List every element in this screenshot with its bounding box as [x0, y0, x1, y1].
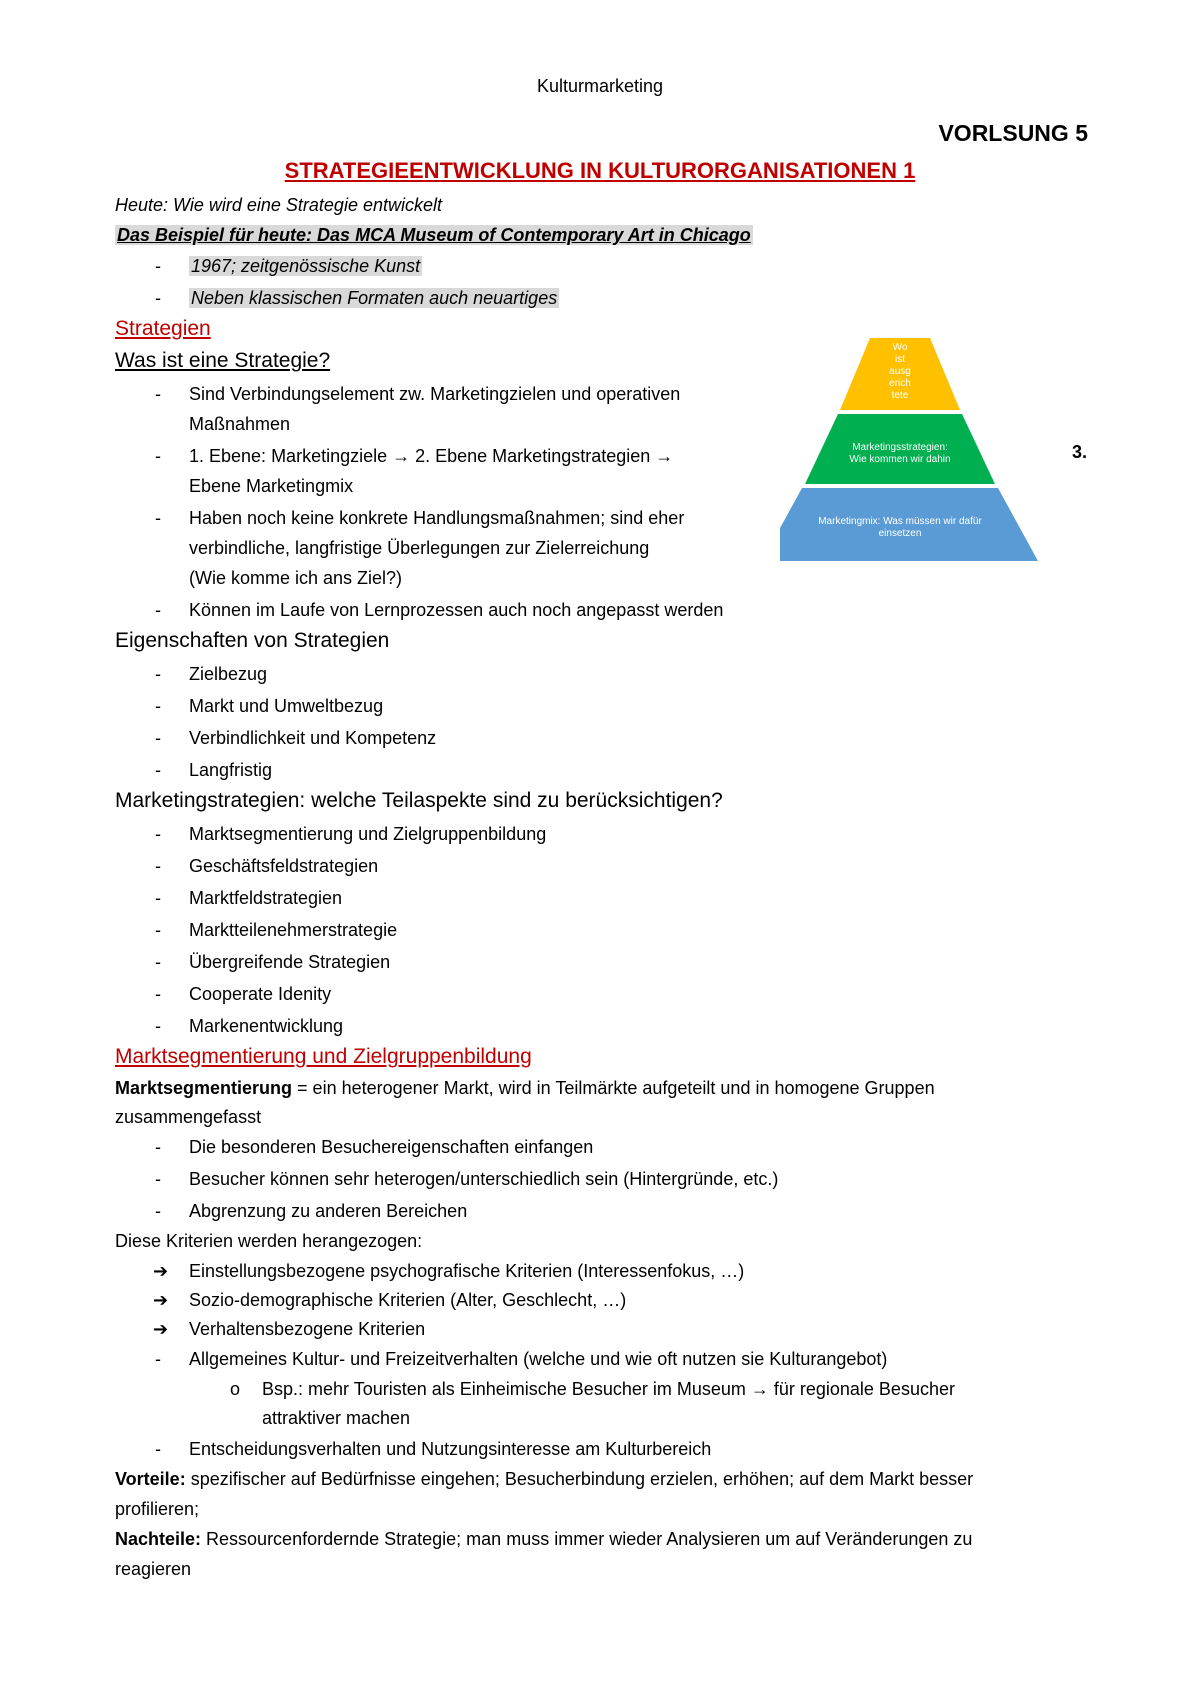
behavior-example: Bsp.: mehr Touristen als Einheimische Besucher im Museum → für regionale Besucher — [262, 1379, 955, 1399]
section-heading-segmentation: Marktsegmentierung und Zielgruppenbildung — [115, 1045, 532, 1068]
property-item: Verbindlichkeit und Kompetenz — [189, 728, 437, 748]
dash-bullet: - — [155, 952, 161, 972]
pros-line: Vorteile: spezifischer auf Bedürfnisse eingehen; Besucherbindung erzielen, erhöhen; auf dem Markt besser — [115, 1469, 974, 1489]
dash-bullet: - — [155, 760, 161, 780]
dash-bullet: - — [155, 696, 161, 716]
property-item: Langfristig — [189, 760, 273, 780]
property-item: Zielbezug — [189, 664, 268, 684]
dash-bullet: - — [155, 1349, 161, 1369]
dash-bullet: - — [155, 1201, 161, 1221]
running-header: Kulturmarketing — [536, 76, 664, 96]
dash-bullet: - — [155, 728, 161, 748]
strategy-point: Können im Laufe von Lernprozessen auch noch angepasst werden — [189, 600, 724, 620]
dash-bullet: - — [155, 288, 161, 308]
pyramid-bottom-text: Marketingmix: Was müssen wir dafür einsetzen — [818, 516, 982, 539]
dash-bullet: - — [155, 446, 161, 466]
aspect-item: Marktsegmentierung und Zielgruppenbildung — [189, 824, 547, 844]
aspect-item: Markenentwicklung — [189, 1016, 344, 1036]
arrow-icon: ➔ — [153, 1290, 169, 1310]
dash-bullet: - — [155, 1137, 161, 1157]
marketing-pyramid — [780, 338, 1050, 568]
dash-bullet: - — [155, 664, 161, 684]
decision-item: Entscheidungsverhalten und Nutzungsinteresse am Kulturbereich — [189, 1439, 712, 1459]
intro-today: Heute: Wie wird eine Strategie entwickelt — [115, 195, 442, 215]
cons-line-cont: reagieren — [115, 1559, 192, 1579]
aspect-item: Cooperate Idenity — [189, 984, 332, 1004]
arrow-icon: ➔ — [153, 1319, 169, 1339]
dash-bullet: - — [155, 920, 161, 940]
pyramid-middle-text: Marketingsstrategien: Wie kommen wir dahin — [849, 442, 951, 465]
dash-bullet: - — [155, 824, 161, 844]
segmentation-item: Die besonderen Besuchereigenschaften einfangen — [189, 1137, 594, 1157]
example-point: 1967; zeitgenössische Kunst — [191, 256, 421, 276]
strategy-point: Sind Verbindungselement zw. Marketingzielen und operativen — [189, 384, 681, 404]
strategy-point-cont: (Wie komme ich ans Ziel?) — [189, 568, 403, 588]
criteria-item: Sozio-demographische Kriterien (Alter, Geschlecht, …) — [189, 1290, 627, 1310]
segmentation-definition-cont: zusammengefasst — [115, 1107, 262, 1127]
dash-bullet: - — [155, 600, 161, 620]
dash-bullet: - — [155, 384, 161, 404]
section-heading-strategies: Strategien — [115, 317, 211, 340]
cons-line: Nachteile: Ressourcenfordernde Strategie; man muss immer wieder Analysieren um auf Veränderungen zu — [115, 1529, 973, 1549]
subheading-what-is-strategy: Was ist eine Strategie? — [115, 349, 331, 372]
dash-bullet: - — [155, 1439, 161, 1459]
intro-example-text: Das Beispiel für heute: Das MCA Museum of Contemporary Art in Chicago — [117, 225, 751, 245]
aspect-item: Geschäftsfeldstrategien — [189, 856, 379, 876]
dash-bullet: - — [155, 508, 161, 528]
segmentation-item: Besucher können sehr heterogen/unterschiedlich sein (Hintergründe, etc.) — [189, 1169, 779, 1189]
segmentation-item: Abgrenzung zu anderen Bereichen — [189, 1201, 468, 1221]
pros-line-cont: profilieren; — [115, 1499, 200, 1519]
strategy-point-cont: verbindliche, langfristige Überlegungen zur Zielerreichung — [189, 538, 650, 558]
dash-bullet: - — [155, 256, 161, 276]
criteria-item: Einstellungsbezogene psychografische Kriterien (Interessenfokus, …) — [189, 1261, 745, 1281]
dash-bullet: - — [155, 984, 161, 1004]
strategy-point-cont: Ebene Marketingmix — [189, 476, 354, 496]
strategy-point-cont: Maßnahmen — [189, 414, 291, 434]
page-title: STRATEGIEENTWICKLUNG IN KULTURORGANISATIONEN 1 — [284, 158, 916, 183]
behavior-item: Allgemeines Kultur- und Freizeitverhalten (welche und wie oft nutzen sie Kulturangebot) — [189, 1349, 888, 1369]
strategy-point: 1. Ebene: Marketingziele → 2. Ebene Marketingstrategien → — [189, 446, 674, 466]
behavior-example-cont: attraktiver machen — [262, 1408, 411, 1428]
aspect-item: Marktfeldstrategien — [189, 888, 343, 908]
dash-bullet: - — [155, 856, 161, 876]
pyramid-top-text: Wo ist ausg erich tete — [889, 342, 911, 401]
sub-bullet: o — [230, 1379, 241, 1399]
aspect-item: Übergreifende Strategien — [189, 952, 391, 972]
criteria-intro: Diese Kriterien werden herangezogen: — [115, 1231, 423, 1251]
heading-properties: Eigenschaften von Strategien — [115, 629, 390, 652]
level-three-number: 3. — [1072, 442, 1088, 462]
segmentation-definition: Marktsegmentierung = ein heterogener Markt, wird in Teilmärkte aufgeteilt und in homogene Gruppen — [115, 1078, 935, 1098]
aspect-item: Marktteilenehmerstrategie — [189, 920, 398, 940]
dash-bullet: - — [155, 1016, 161, 1036]
lecture-number: VORLSUNG 5 — [938, 120, 1088, 146]
criteria-item: Verhaltensbezogene Kriterien — [189, 1319, 426, 1339]
dash-bullet: - — [155, 1169, 161, 1189]
dash-bullet: - — [155, 888, 161, 908]
property-item: Markt und Umweltbezug — [189, 696, 384, 716]
intro-example — [115, 222, 753, 248]
strategy-point: Haben noch keine konkrete Handlungsmaßnahmen; sind eher — [189, 508, 685, 528]
arrow-icon: ➔ — [153, 1261, 169, 1281]
example-point: Neben klassischen Formaten auch neuartiges — [191, 288, 558, 308]
heading-aspects: Marketingstrategien: welche Teilaspekte sind zu berücksichtigen? — [115, 789, 723, 812]
